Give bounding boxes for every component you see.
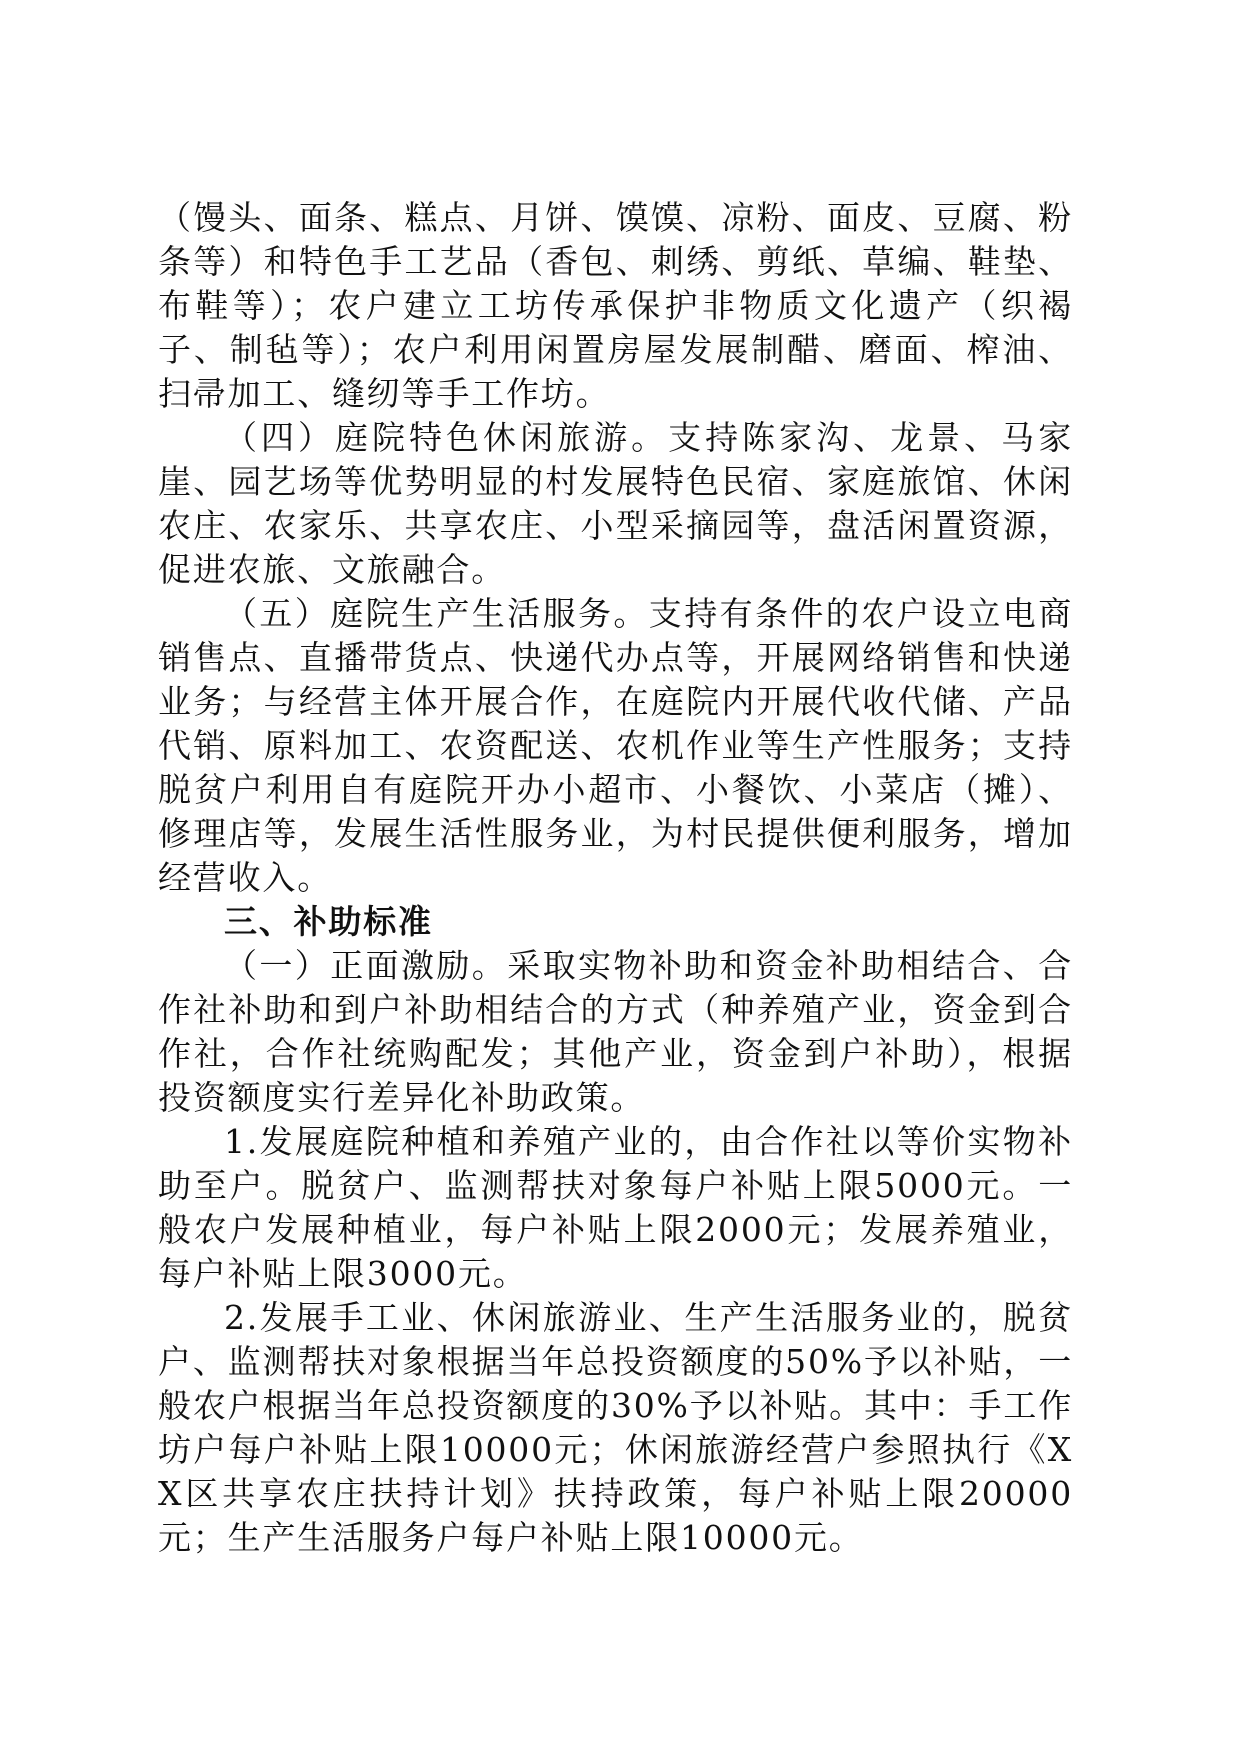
document-body — [158, 196, 1073, 1560]
paragraph-planting-breeding-subsidy: 1.发展庭院种植和养殖产业的，由合作社以等价实物补助至户。脱贫户、监测帮扶对象每户补贴上限5000元。一般农户发展种植业，每户补贴上限2000元；发展养殖业，每户补贴上限3000元。 — [158, 1122, 1073, 1293]
section-heading-subsidy-standards: 三、补助标准 — [224, 902, 433, 941]
paragraph-handicraft-tourism-subsidy: 2.发展手工业、休闲旅游业、生产生活服务业的，脱贫户、监测帮扶对象根据当年总投资额度的50%予以补贴，一般农户根据当年总投资额度的30%予以补贴。其中：手工作坊户每户补贴上限10000元；休闲旅游经营户参照执行《XX区共享农庄扶持计划》扶持政策，每户补贴上限20000元；生产生活服务户每户补贴上限10000元。 — [158, 1298, 1073, 1557]
paragraph-positive-incentive: （一）正面激励。采取实物补助和资金补助相结合、合作社补助和到户补助相结合的方式（种养殖产业，资金到合作社，合作社统购配发；其他产业，资金到户补助），根据投资额度实行差异化补助政策。 — [158, 946, 1073, 1117]
paragraph-courtyard-services: （五）庭院生产生活服务。支持有条件的农户设立电商销售点、直播带货点、快递代办点等，开展网络销售和快递业务；与经营主体开展合作，在庭院内开展代收代储、产品代销、原料加工、农资配送、农机作业等生产性服务；支持脱贫户利用自有庭院开办小超市、小餐饮、小菜店（摊）、修理店等，发展生活性服务业，为村民提供便利服务，增加经营收入。 — [158, 594, 1073, 897]
paragraph-courtyard-tourism: （四）庭院特色休闲旅游。支持陈家沟、龙景、马家崖、园艺场等优势明显的村发展特色民宿、家庭旅馆、休闲农庄、农家乐、共享农庄、小型采摘园等，盘活闲置资源，促进农旅、文旅融合。 — [158, 418, 1073, 589]
paragraph-continued: （馒头、面条、糕点、月饼、馍馍、凉粉、面皮、豆腐、粉条等）和特色手工艺品（香包、刺绣、剪纸、草编、鞋垫、布鞋等）；农户建立工坊传承保护非物质文化遗产（织褐子、制毡等）；农户利用闲置房屋发展制醋、磨面、榨油、扫帚加工、缝纫等手工作坊。 — [158, 198, 1073, 413]
